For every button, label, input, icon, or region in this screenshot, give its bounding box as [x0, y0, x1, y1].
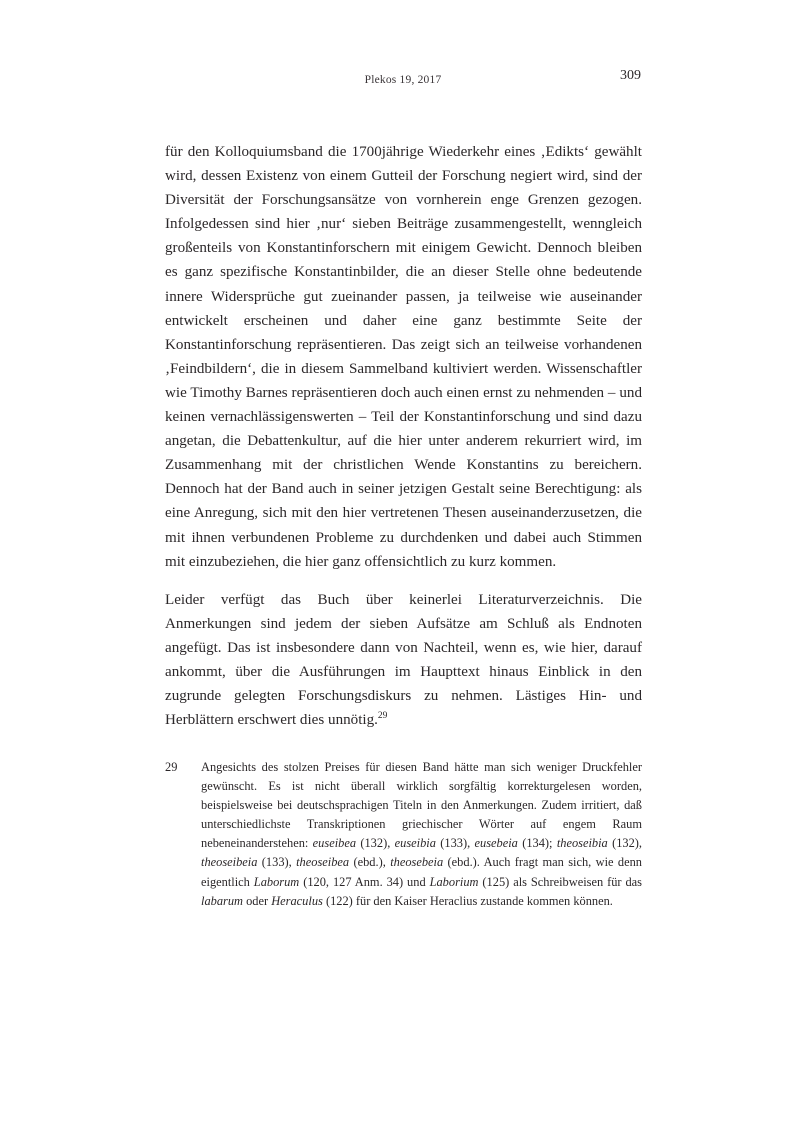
footnote-run: Angesichts des stolzen Preises für diesen Band hätte man sich weniger Druckfehler gewünscht. Es ist nicht überall wirklich sorgfältig korrekturgelesen worden, beispielsweise bei deutschsprachigen Titeln in den Anmerkungen. Zudem irritiert, daß unterschiedlichste Transkriptionen griechischer Wörter auf engem Raum nebeneinanderstehen: — [201, 760, 642, 851]
footnote-italic-term: eusebeia — [474, 836, 518, 851]
body-paragraph-1 — [165, 140, 642, 574]
footnote-italic-term: euseibea — [312, 836, 357, 851]
footnote-area — [165, 758, 642, 911]
footnote-run: (ebd.). Auch fragt man sich, wie denn eigentlich — [201, 855, 642, 889]
footnote-run: (133), — [435, 836, 475, 851]
footnote-run: (132), — [607, 836, 643, 851]
paragraph-1-text: für den Kolloquiumsband die 1700jährige Wiederkehr eines ‚Edikts‘ gewählt wird, dessen Existenz von einem Gutteil der Forschung negiert wird, sind der Diversität der Forschungsansätze von vornherein enge Grenzen gezogen. Infolgedessen sind hier ‚nur‘ sieben Beiträge zusammengestellt, wenngleich großenteils von Konstantinforschern mit einigem Gewicht. Dennoch bleiben es ganz spezifische Konstantinbilder, die an dieser Stelle ohne bedeutende innere Widersprüche gut zueinander passen, ja teilweise wie auseinander entwickelt erscheinen und daher eine ganz bestimmte Seite der Konstantinforschung repräsentieren. Das zeigt sich an teilweise vorhandenen ‚Feindbildern‘, die in diesem Sammelband kultiviert werden. Wissenschaftler wie Timothy Barnes repräsentieren doch auch einen ernst zu nehmenden – und keinen vernachlässigenswerten – Teil der Konstantinforschung und sind dazu angetan, die Debattenkultur, auf die hier unter anderem rekurriert wird, im Zusammenhang mit der christlichen Wende Konstantins zu bereichern. Dennoch hat der Band auch in seiner jetzigen Gestalt seine Berechtigung: als eine Anregung, sich mit den hier vertretenen Thesen auseinanderzusetzen, die mit ihnen verbundenen Probleme zu durchdenken und dabei auch Stimmen mit einzubeziehen, die hier ganz offensichtlich zu kurz kommen. — [165, 144, 642, 570]
footnote-run: oder — [243, 893, 272, 908]
footnote-italic-term: theosebeia — [390, 855, 444, 870]
footnote-run: (125) als Schreibweisen für das — [478, 874, 643, 889]
footnote-29-number[interactable]: 29 — [165, 760, 178, 774]
footnote-italic-term: labarum — [201, 893, 243, 908]
body-text-block — [165, 140, 642, 732]
footnote-run: (122) für den Kaiser Heraclius zustande kommen können. — [322, 893, 613, 908]
footnote-italic-term: Heraculus — [271, 893, 323, 908]
footnote-reference-29[interactable]: 29 — [377, 711, 388, 722]
footnote-run: (133), — [257, 855, 297, 870]
footnote-italic-term: theoseibeia — [201, 855, 258, 870]
footnote-run: (134); — [517, 836, 557, 851]
footnote-italic-term: Laborum — [253, 874, 300, 889]
running-head — [165, 68, 641, 94]
footnote-italic-term: theoseibia — [556, 836, 608, 851]
page-number: 309 — [620, 68, 641, 83]
footnote-italic-term: theoseibea — [296, 855, 350, 870]
paragraph-2-text: Leider verfügt das Buch über keinerlei Literaturverzeichnis. Die Anmerkungen sind jedem der sieben Aufsätze am Schluß als Endnoten angefügt. Das ist insbesondere dann von Nachteil, wenn es, wie hier, darauf ankommt, über die Ausführungen im Haupttext hinaus Einblick in den zugrunde gelegten Forschungsdiskurs zu nehmen. Lästiges Hin- und Herblättern erschwert dies unnötig. — [165, 591, 642, 729]
footnote-run: (132), — [356, 836, 395, 851]
footnote-run: (120, 127 Anm. 34) und — [299, 874, 430, 889]
footnote-29 — [165, 758, 642, 911]
footnote-29-text — [201, 760, 642, 908]
body-paragraph-2 — [165, 588, 642, 733]
footnote-italic-term: Laborium — [429, 874, 479, 889]
footnote-italic-term: euseibia — [394, 836, 436, 851]
running-head-journal: Plekos 19, 2017 — [364, 74, 442, 86]
footnote-run: (ebd.), — [349, 855, 391, 870]
